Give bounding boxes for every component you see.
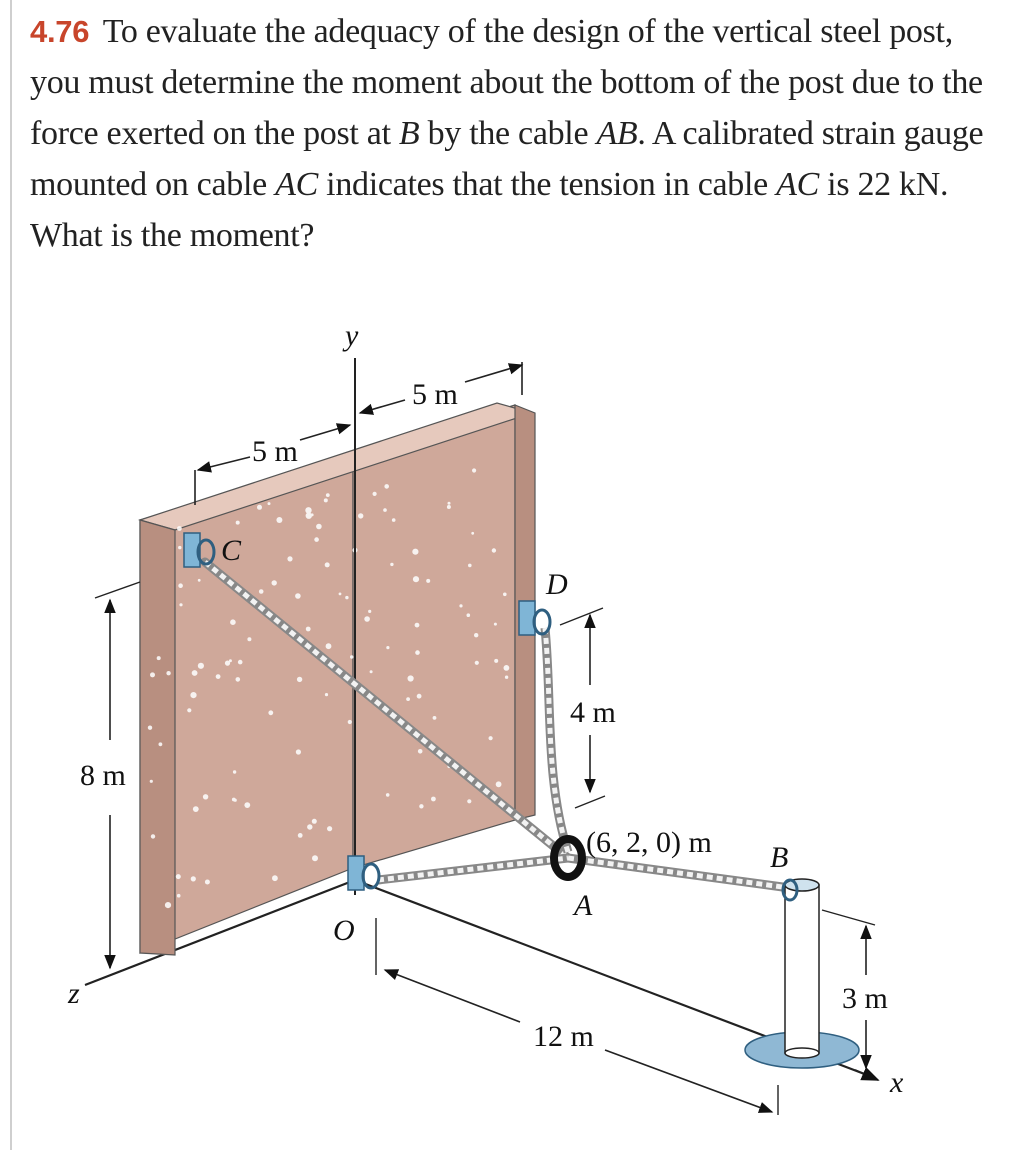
wall-speckle bbox=[312, 855, 318, 861]
wall-speckle bbox=[259, 589, 264, 594]
wall-speckle bbox=[203, 794, 208, 799]
wall-speckle bbox=[489, 736, 493, 740]
dim-post-top-tick bbox=[822, 910, 875, 925]
wall-speckle bbox=[368, 610, 371, 613]
wall-speckle bbox=[419, 804, 423, 808]
wall-speckle bbox=[191, 876, 196, 881]
wall-speckle bbox=[406, 697, 410, 701]
wall-speckle bbox=[408, 675, 414, 681]
cable-AO bbox=[378, 858, 568, 880]
wall-speckle bbox=[151, 834, 155, 838]
steel-post bbox=[745, 879, 859, 1068]
wall-speckle bbox=[386, 646, 389, 649]
point-label-C: C bbox=[221, 534, 242, 567]
wall-speckle bbox=[306, 627, 311, 632]
wall-speckle bbox=[383, 508, 387, 512]
wall-speckle bbox=[471, 532, 474, 535]
dim-label-height: 8 m bbox=[80, 759, 126, 792]
wall-speckle bbox=[178, 546, 181, 549]
dim-label-post: 3 m bbox=[842, 982, 888, 1015]
wall-speckle bbox=[390, 563, 393, 566]
wall-speckle bbox=[426, 579, 430, 583]
wall-speckle bbox=[244, 802, 250, 808]
wall-speckle bbox=[316, 524, 322, 530]
wall-speckle bbox=[216, 674, 221, 679]
problem-text-italic: B bbox=[398, 115, 420, 152]
wall-speckle bbox=[415, 650, 420, 655]
wall-speckle bbox=[268, 502, 271, 505]
coord-label-A: (6, 2, 0) m bbox=[586, 826, 712, 859]
wall-speckle bbox=[364, 616, 370, 622]
wall-speckle bbox=[325, 562, 330, 567]
point-label-D: D bbox=[546, 568, 568, 601]
point-label-O: O bbox=[333, 914, 355, 947]
wall-speckle bbox=[236, 677, 241, 682]
wall-speckle bbox=[467, 799, 471, 803]
wall-speckle bbox=[467, 613, 471, 617]
wall-speckle bbox=[307, 824, 312, 829]
dim-label-DA: 4 m bbox=[570, 696, 616, 729]
cable-AB bbox=[568, 858, 790, 888]
wall-speckle bbox=[370, 670, 373, 673]
wall-speckle bbox=[505, 676, 508, 679]
problem-text-italic: AC bbox=[776, 166, 819, 203]
wall-speckle bbox=[326, 643, 332, 649]
wall-speckle bbox=[177, 526, 182, 531]
wall-speckle bbox=[475, 661, 479, 665]
wall-speckle bbox=[238, 660, 243, 665]
wall-speckle bbox=[417, 694, 422, 699]
wall-speckle bbox=[384, 484, 389, 489]
wall-speckle bbox=[159, 742, 163, 746]
wall-speckle bbox=[386, 793, 390, 797]
wall-speckle bbox=[468, 564, 472, 568]
wall-speckle bbox=[272, 875, 278, 881]
dim-arrow-x-right bbox=[605, 1050, 772, 1112]
dim-label-top-left: 5 m bbox=[252, 435, 298, 468]
wall-speckle bbox=[268, 710, 273, 715]
dim-height-top-tick bbox=[95, 582, 140, 598]
problem-text-run: . A calibrated strain gauge mounted on cable bbox=[30, 115, 984, 203]
y-axis-label: y bbox=[345, 319, 359, 352]
wall-speckle bbox=[472, 468, 476, 472]
problem-text-run: is 22 kN. What is the moment? bbox=[30, 166, 949, 254]
wall-speckle bbox=[198, 663, 204, 669]
wall-speckle bbox=[148, 726, 152, 730]
wall-speckle bbox=[415, 623, 420, 628]
problem-text-run: To evaluate the adequacy of the design of the vertical steel post, you must determine the moment about the bottom of the post due to the force exerted on the post at bbox=[30, 13, 983, 152]
problem-number: 4.76 bbox=[30, 14, 90, 49]
wall-speckle bbox=[229, 659, 232, 662]
wall-speckle bbox=[233, 770, 236, 773]
wall-speckle bbox=[350, 655, 353, 658]
wall-speckle bbox=[373, 492, 377, 496]
x-axis-arrow bbox=[855, 1070, 878, 1080]
wall-speckle bbox=[448, 502, 451, 505]
wall-speckle bbox=[150, 780, 153, 783]
dim-arrow-top-right-b bbox=[360, 400, 405, 413]
dim-arrow-top-left-b bbox=[198, 457, 250, 470]
wall-speckle bbox=[474, 633, 478, 637]
wall-speckle bbox=[459, 604, 462, 607]
wall-speckle bbox=[447, 505, 451, 509]
wall-speckle bbox=[192, 670, 198, 676]
wall-speckle bbox=[272, 580, 277, 585]
wall-speckle bbox=[348, 720, 352, 724]
wall-speckle bbox=[232, 798, 236, 802]
z-axis-label: z bbox=[68, 977, 80, 1010]
wall-speckle bbox=[413, 576, 419, 582]
dim-DA-bottom-tick bbox=[575, 796, 605, 808]
problem-text-italic: AB bbox=[596, 115, 638, 152]
wall-speckle bbox=[305, 507, 311, 513]
wall-speckle bbox=[205, 880, 210, 885]
wall-speckle bbox=[276, 517, 282, 523]
wall-speckle bbox=[324, 498, 328, 502]
wall-speckle bbox=[297, 677, 302, 682]
wall-speckle bbox=[295, 593, 301, 599]
wall-speckle bbox=[187, 708, 191, 712]
wall-speckle bbox=[433, 716, 437, 720]
wall-speckle bbox=[193, 806, 199, 812]
problem-text-run: by the cable bbox=[419, 115, 597, 152]
dim-arrow-top-right-a bbox=[465, 365, 522, 382]
wall-speckle bbox=[418, 749, 423, 754]
wall-speckle bbox=[431, 797, 436, 802]
wall-speckle bbox=[236, 521, 240, 525]
x-axis-label: x bbox=[890, 1066, 904, 1099]
wall-speckle bbox=[166, 671, 170, 675]
wall-speckle bbox=[178, 583, 183, 588]
wall-speckle bbox=[392, 518, 396, 522]
wall-speckle bbox=[503, 593, 507, 597]
dim-label-x-span: 12 m bbox=[533, 1020, 594, 1053]
wall-speckle bbox=[312, 819, 317, 824]
point-label-B: B bbox=[770, 841, 789, 874]
wall-speckle bbox=[496, 781, 502, 787]
wall-speckle bbox=[345, 596, 348, 599]
wall-speckle bbox=[494, 659, 498, 663]
wall-speckle bbox=[296, 749, 301, 754]
problem-text-run: indicates that the tension in cable bbox=[317, 166, 777, 203]
wall-speckle bbox=[325, 693, 328, 696]
wall-speckle bbox=[230, 619, 236, 625]
wall-speckle bbox=[298, 833, 303, 838]
wall-speckle bbox=[179, 603, 182, 606]
wall-speckle bbox=[504, 665, 510, 671]
wall-speckle bbox=[157, 656, 161, 660]
wall-speckle bbox=[494, 623, 497, 626]
wall-speckle bbox=[492, 548, 496, 552]
wall-speckle bbox=[327, 826, 332, 831]
wall-speckle bbox=[326, 493, 330, 497]
wall-speckle bbox=[177, 894, 181, 898]
wall-speckle bbox=[314, 537, 319, 542]
problem-text-italic: AC bbox=[275, 166, 318, 203]
wall-speckle bbox=[190, 692, 196, 698]
wall-speckle bbox=[176, 874, 181, 879]
wall-speckle bbox=[150, 672, 155, 677]
wall-speckle bbox=[339, 593, 342, 596]
wall-speckle bbox=[358, 513, 363, 518]
wall-speckle bbox=[287, 556, 292, 561]
dim-arrow-x-left bbox=[385, 970, 520, 1022]
dim-arrow-top-left-a bbox=[300, 425, 350, 440]
dim-label-top-right: 5 m bbox=[412, 378, 458, 411]
wall-speckle bbox=[198, 579, 201, 582]
cable-AD bbox=[545, 628, 568, 852]
dim-DA-top-tick bbox=[560, 608, 603, 625]
point-label-A: A bbox=[574, 889, 593, 922]
wall-speckle bbox=[165, 902, 171, 908]
wall-speckle bbox=[247, 637, 251, 641]
wall-speckle bbox=[257, 505, 262, 510]
wall-speckle bbox=[412, 549, 418, 555]
